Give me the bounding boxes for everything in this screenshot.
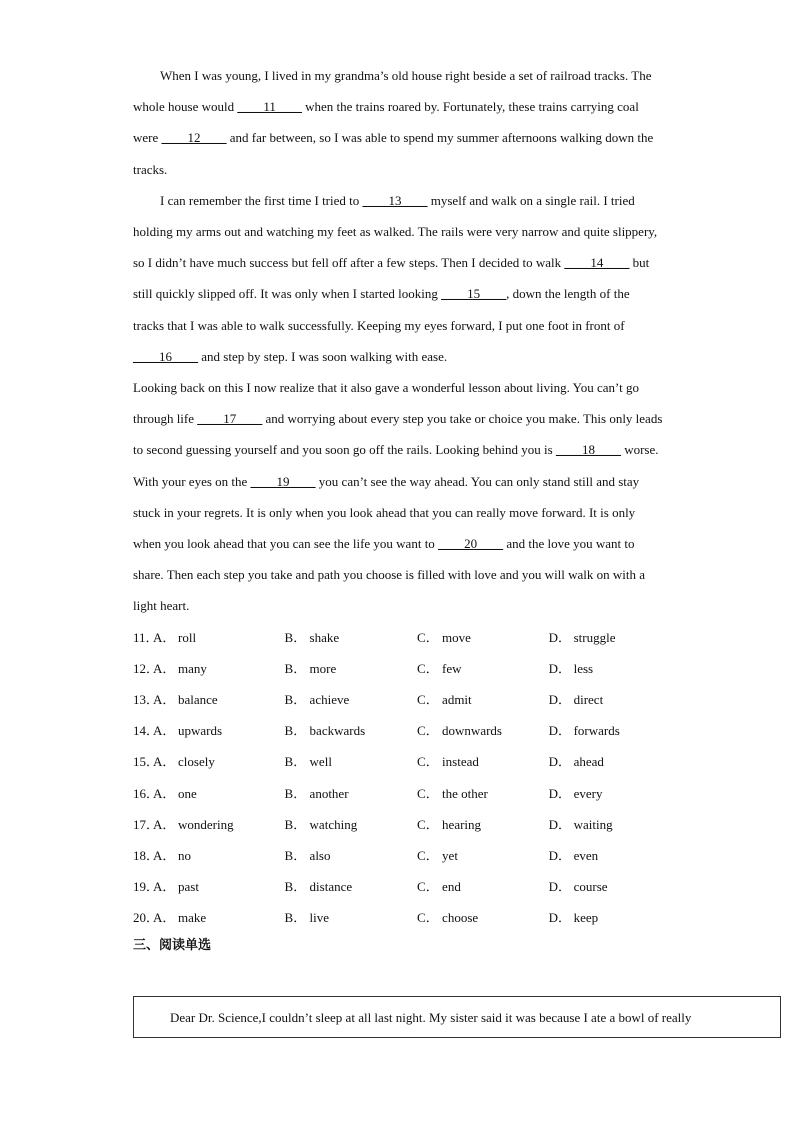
question-number: 11． xyxy=(133,629,159,645)
paragraph-1: When I was young, I lived in my grandma’s old house right beside a set of railroad tracks. The whole house would ____11____ when the trains roared by. Fortunately, these trains carrying coal were ____12____ and far between, so I was able to spend my summer afternoons walking down the tracks. xyxy=(133,68,654,177)
option-c[interactable]: C． instead xyxy=(417,754,479,770)
option-b[interactable]: B． achieve xyxy=(284,692,350,708)
option-a[interactable]: A． make xyxy=(153,910,207,926)
option-row xyxy=(133,871,663,902)
blank-12: ____12____ xyxy=(161,130,227,146)
option-d[interactable]: D． even xyxy=(548,847,599,863)
question-number: 16． xyxy=(133,785,160,801)
blank-13: ____13____ xyxy=(362,192,428,208)
option-b[interactable]: B． watching xyxy=(284,816,358,832)
question-number: 13． xyxy=(133,692,160,708)
option-c[interactable]: C． hearing xyxy=(417,816,482,832)
option-row xyxy=(133,746,663,777)
option-row xyxy=(133,809,663,840)
option-b[interactable]: B． distance xyxy=(284,879,353,895)
option-row xyxy=(133,684,663,715)
option-row xyxy=(133,715,663,746)
question-number: 15． xyxy=(133,754,160,770)
option-d[interactable]: D． waiting xyxy=(548,816,613,832)
option-a[interactable]: A． one xyxy=(153,785,197,801)
option-a[interactable]: A． roll xyxy=(153,629,197,645)
option-row xyxy=(133,622,663,653)
option-d[interactable]: D． forwards xyxy=(548,723,620,739)
option-c[interactable]: C． choose xyxy=(417,910,479,926)
option-c[interactable]: C． yet xyxy=(417,847,458,863)
passage xyxy=(133,60,663,622)
reading-passage-text: Dear Dr. Science,I couldn’t sleep at all last night. My sister said it was because I ate a bowl of really xyxy=(170,1010,692,1025)
blank-20: ____20____ xyxy=(438,536,504,552)
question-number: 17． xyxy=(133,816,160,832)
option-row xyxy=(133,840,663,871)
answer-options xyxy=(133,622,663,934)
section-title: 三、阅读单选 xyxy=(133,937,212,953)
option-b[interactable]: B． backwards xyxy=(284,723,366,739)
option-b[interactable]: B． shake xyxy=(284,629,340,645)
option-a[interactable]: A． upwards xyxy=(153,723,223,739)
option-b[interactable]: B． more xyxy=(284,660,337,676)
option-row xyxy=(133,902,663,933)
option-b[interactable]: B． another xyxy=(284,785,349,801)
option-c[interactable]: C． downwards xyxy=(417,723,502,739)
option-a[interactable]: A． closely xyxy=(153,754,215,770)
blank-11: ____11____ xyxy=(237,99,302,115)
question-number: 12． xyxy=(133,660,160,676)
option-b[interactable]: B． live xyxy=(284,910,330,926)
option-row xyxy=(133,653,663,684)
option-c[interactable]: C． the other xyxy=(417,785,488,801)
option-c[interactable]: C． few xyxy=(417,660,462,676)
question-number: 20． xyxy=(133,910,160,926)
option-d[interactable]: D． keep xyxy=(548,910,599,926)
option-d[interactable]: D． less xyxy=(548,660,594,676)
option-a[interactable]: A． past xyxy=(153,879,199,895)
blank-14: ____14____ xyxy=(564,255,630,271)
option-a[interactable]: A． no xyxy=(153,847,191,863)
option-row xyxy=(133,778,663,809)
option-b[interactable]: B． well xyxy=(284,754,332,770)
paragraph-2: I can remember the first time I tried to ____13____ myself and walk on a single rail. I tried holding my arms out and watching my feet as walked. The rails were very narrow and quite slippery, so I didn’t have much success but fell off after a few steps. Then I decided to walk ____14____ but still quickly slipped off. It was only when I started looking ____15____, down the length of the tracks that I was able to walk successfully. Keeping my eyes forward, I put one foot in front of ____16____ and step by step. I was soon walking with ease. xyxy=(133,192,658,364)
document-page xyxy=(133,60,663,960)
option-d[interactable]: D． every xyxy=(548,785,603,801)
blank-18: ____18____ xyxy=(555,442,621,458)
option-c[interactable]: C． admit xyxy=(417,692,472,708)
option-d[interactable]: D． direct xyxy=(548,692,604,708)
reading-passage-box xyxy=(133,996,781,1038)
option-c[interactable]: C． move xyxy=(417,629,471,645)
option-d[interactable]: D． ahead xyxy=(548,754,604,770)
option-b[interactable]: B． also xyxy=(284,847,331,863)
question-number: 18． xyxy=(133,847,160,863)
option-a[interactable]: A． wondering xyxy=(153,816,234,832)
option-d[interactable]: D． struggle xyxy=(548,629,616,645)
blank-16: ____16____ xyxy=(133,348,198,364)
paragraph-3: Looking back on this I now realize that it also gave a wonderful lesson about living. You can’t go through life ____17____ and worrying about every step you take or choice you make. This only leads to second guessing yourself and you soon go off the rails. Looking behind you is ____18____ worse. With your eyes on the ____19____ you can’t see the way ahead. You can only stand still and stay stuck in your regrets. It is only when you look ahead that you can really move forward. It is only when you look ahead that you can see the life you want to ____20____ and the love you want to share. Then each step you take and path you choose is filled with love and you will walk on with a light heart. xyxy=(133,380,663,614)
option-d[interactable]: D． course xyxy=(548,879,608,895)
question-number: 14． xyxy=(133,723,160,739)
blank-19: ____19____ xyxy=(250,473,316,489)
option-a[interactable]: A． many xyxy=(153,660,207,676)
blank-15: ____15____ xyxy=(441,286,507,302)
question-number: 19． xyxy=(133,879,160,895)
option-c[interactable]: C． end xyxy=(417,879,461,895)
option-a[interactable]: A． balance xyxy=(153,692,218,708)
blank-17: ____17____ xyxy=(197,411,263,427)
